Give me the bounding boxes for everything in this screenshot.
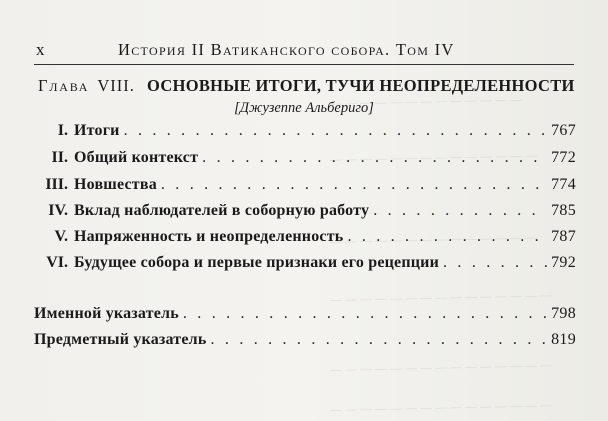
dot-leader [183, 305, 547, 323]
toc-entry [34, 254, 576, 272]
section-title: Новшества [74, 176, 157, 193]
running-head-title: История II Ватиканского собора. Том IV [118, 40, 455, 59]
page-number: 819 [551, 331, 576, 348]
toc-entry [34, 331, 576, 349]
toc-entry [34, 122, 576, 140]
running-head [0, 40, 608, 60]
index-title: Именной указатель [34, 305, 179, 322]
chapter-author: [Джузеппе Альбериго] [234, 100, 374, 116]
dot-leader [202, 149, 547, 167]
page-number: 785 [551, 202, 576, 219]
bleed-through-texture: — — — — — — — — — — — — — — — [329, 287, 553, 307]
section-number: V. [54, 228, 68, 245]
bleed-through-texture: — — — — — — — — — — — — — — [329, 229, 538, 249]
section-title: Общий контекст [74, 149, 199, 166]
toc-entry [34, 149, 576, 167]
bleed-through-texture: — — — — — — — — — — — — — — — [329, 397, 553, 417]
section-number: VI. [46, 254, 68, 271]
bleed-through-texture: — — — — — — — — — — — — — — [329, 147, 538, 167]
dot-leader [347, 228, 547, 246]
page-number: 798 [551, 305, 576, 322]
page-number: 767 [551, 122, 576, 139]
section-title: Итоги [74, 122, 120, 139]
page-folio: x [36, 40, 46, 59]
dot-leader [211, 331, 548, 349]
chapter-number: VIII. [97, 76, 135, 95]
section-title: Напряженность и неопределенность [74, 228, 344, 245]
section-title: Вклад наблюдателей в соборную работу [74, 202, 370, 219]
toc-entry [34, 202, 576, 220]
dot-leader [373, 202, 547, 220]
page-number: 772 [551, 149, 576, 166]
section-number: II. [51, 149, 68, 166]
dot-leader [443, 254, 547, 272]
chapter-heading [38, 76, 578, 96]
page-number: 774 [551, 176, 576, 193]
dot-leader [124, 122, 548, 140]
toc-entry [34, 228, 576, 246]
section-number: III. [45, 176, 68, 193]
section-title: Будущее собора и первые признаки его рецепции [74, 254, 440, 271]
bleed-through-texture: — — — — — — — — — — — — — — — [329, 357, 553, 377]
index-title: Предметный указатель [34, 331, 207, 348]
page-number: 787 [551, 228, 576, 245]
header-rule [34, 64, 574, 65]
dot-leader [161, 176, 547, 194]
chapter-name: ОСНОВНЫЕ ИТОГИ, ТУЧИ НЕОПРЕДЕЛЕННОСТИ [147, 76, 575, 95]
page-number: 792 [551, 254, 576, 271]
bleed-through-texture: — — — — — — — — — — — — — [329, 91, 523, 111]
toc-entry [34, 176, 576, 194]
section-number: I. [57, 122, 68, 139]
chapter-label: Глава [38, 76, 90, 95]
section-number: IV. [48, 202, 68, 219]
toc-entry [34, 305, 576, 323]
